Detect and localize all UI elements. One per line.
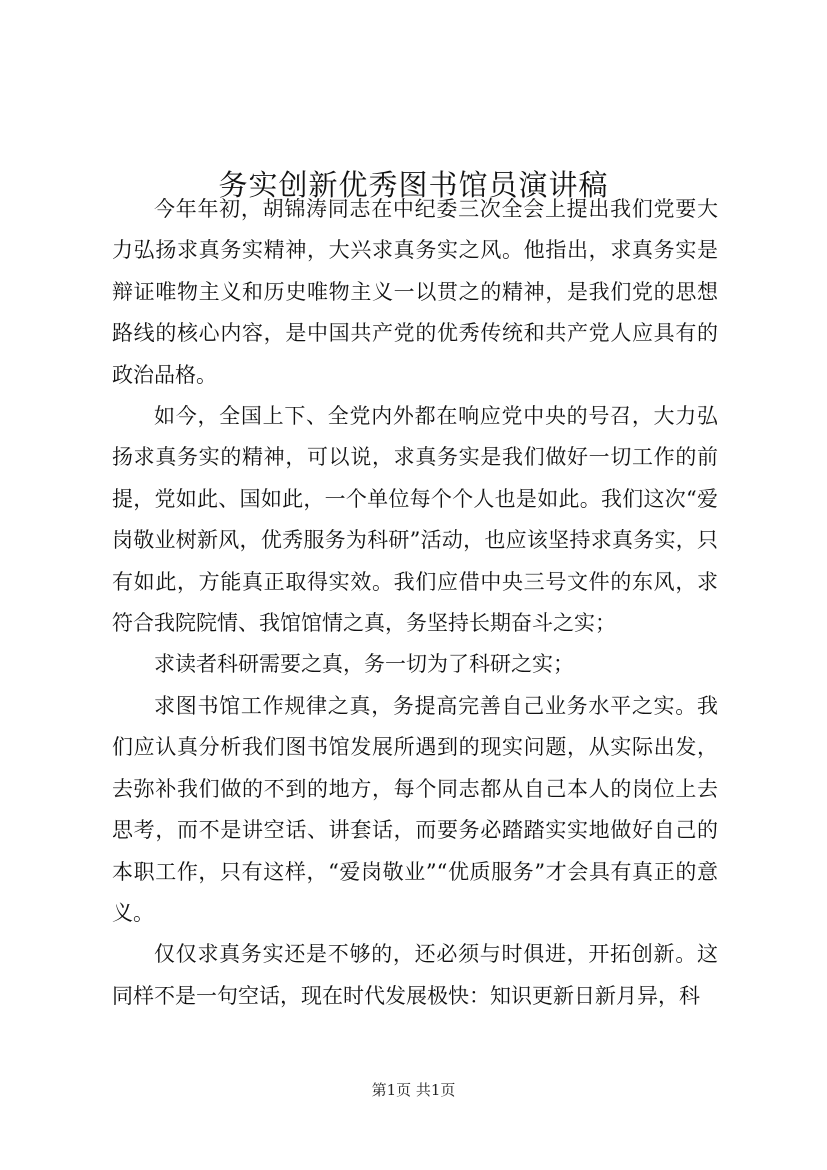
paragraph: 求图书馆工作规律之真，务提高完善自己业务水平之实。我们应认真分析我们图书馆发展所遇到的现实问题，从实际出发，去弥补我们做的不到的地方，每个同志都从自己本人的岗位上去思考，而不是讲空话、讲套话，而要务必踏踏实实地做好自己的本职工作，只有这样，“爱岗敬业”“优质服务”才会具有真正的意义。 bbox=[112, 693, 718, 925]
paragraph: 仅仅求真务实还是不够的，还必须与时俱进，开拓创新。这同样不是一句空话，现在时代发展极快：知识更新日新月异，科 bbox=[112, 942, 718, 1008]
paragraph: 求读者科研需要之真，务一切为了科研之实； bbox=[154, 652, 574, 677]
document-body bbox=[112, 189, 718, 1017]
page-footer: 第1页 共1页 bbox=[371, 1081, 456, 1099]
paragraph: 如今，全国上下、全党内外都在响应党中央的号召，大力弘扬求真务实的精神，可以说，求真务实是我们做好一切工作的前提，党如此、国如此，一个单位每个个人也是如此。我们这次“爱岗敬业树新风，优秀服务为科研”活动，也应该坚持求真务实，只有如此，方能真正取得实效。我们应借中央三号文件的东风，求符合我院院情、我馆馆情之真，务坚持长期奋斗之实； bbox=[112, 404, 718, 636]
paragraph: 今年年初，胡锦涛同志在中纪委三次全会上提出我们党要大力弘扬求真务实精神，大兴求真务实之风。他指出，求真务实是辩证唯物主义和历史唯物主义一以贯之的精神，是我们党的思想路线的核心内容，是中国共产党的优秀传统和共产党人应具有的政治品格。 bbox=[112, 197, 718, 387]
document-title: 务实创新优秀图书馆员演讲稿 bbox=[218, 168, 609, 203]
